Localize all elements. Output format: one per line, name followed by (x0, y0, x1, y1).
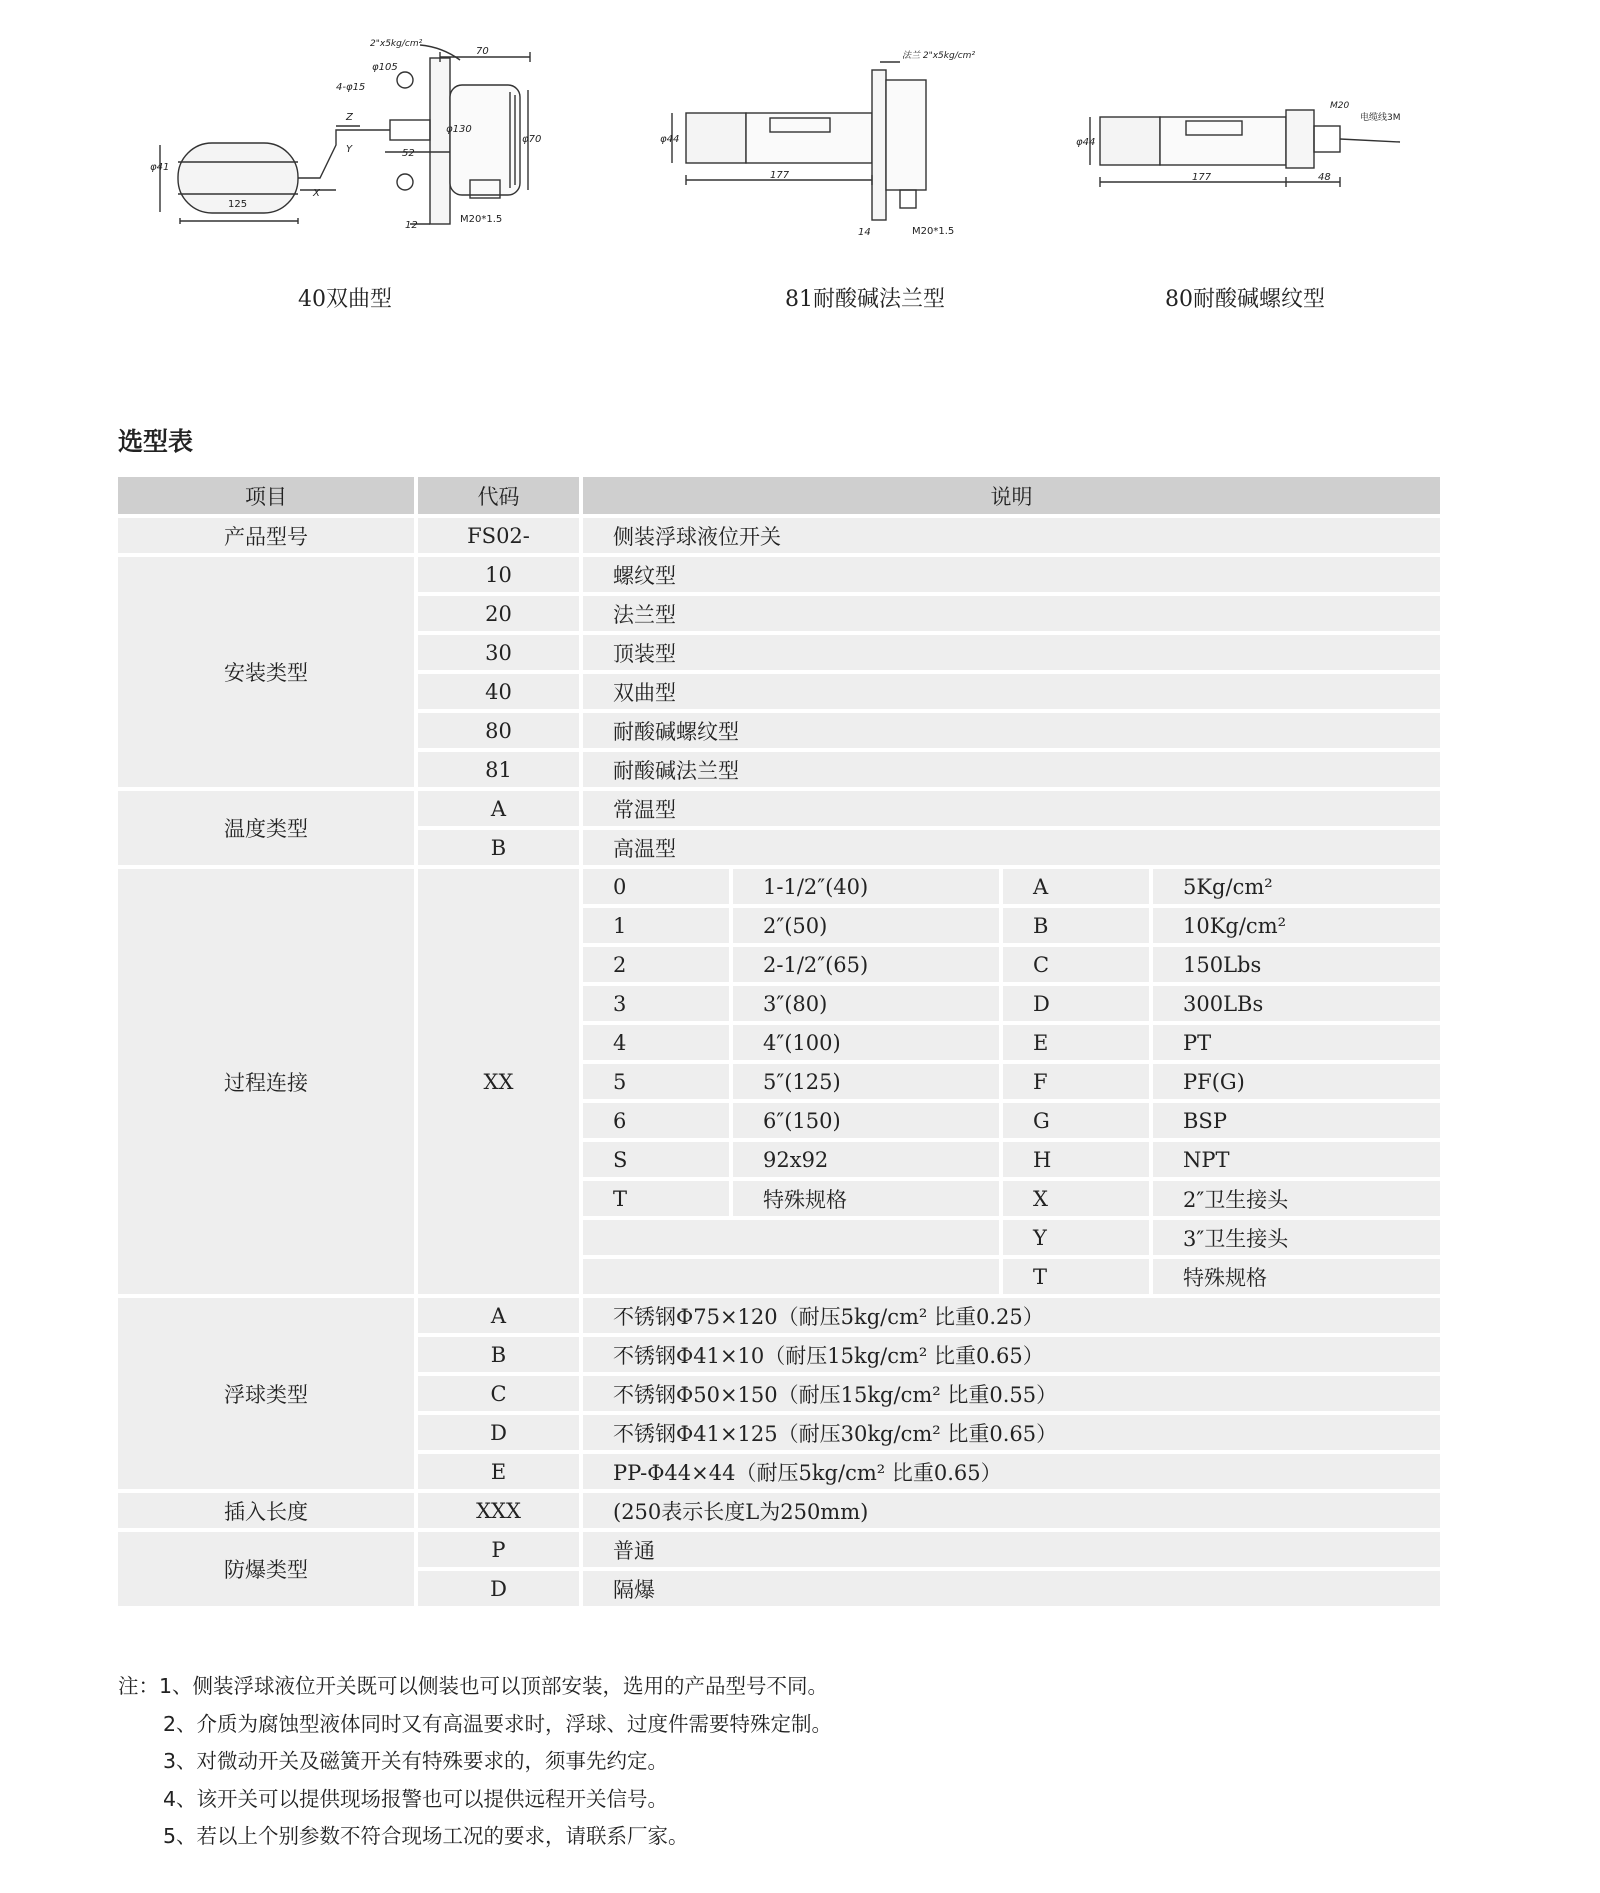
process-rating-code: X (1003, 1181, 1153, 1220)
float-code: E (418, 1454, 583, 1493)
install-code: 30 (418, 635, 583, 674)
table-row (118, 1298, 1440, 1337)
float-desc: 不锈钢Φ75×120（耐压5kg/cm² 比重0.25） (583, 1298, 1440, 1337)
float-code: A (418, 1298, 583, 1337)
d2-label-2: 177 (770, 170, 790, 181)
header-item: 项目 (118, 477, 418, 518)
process-rating-desc: 特殊规格 (1153, 1259, 1440, 1298)
process-rating-desc: 150Lbs (1153, 947, 1440, 986)
process-rating-desc: 10Kg/cm² (1153, 908, 1440, 947)
process-size-desc: 2″(50) (733, 908, 1003, 947)
process-size-empty (583, 1220, 1003, 1259)
note-item: 注：1、侧装浮球液位开关既可以侧装也可以顶部安装，选用的产品型号不同。 (118, 1674, 829, 1698)
table-row (118, 518, 1440, 557)
process-size-code: 5 (583, 1064, 733, 1103)
process-rating-desc: 2″卫生接头 (1153, 1181, 1440, 1220)
d2-label-3: 14 (858, 227, 871, 238)
explosion-desc: 普通 (583, 1532, 1440, 1571)
note-item: 5、若以上个别参数不符合现场工况的要求，请联系厂家。 (163, 1824, 689, 1848)
product-code: FS02- (418, 518, 583, 557)
explosion-code: P (418, 1532, 583, 1571)
process-size-desc: 3″(80) (733, 986, 1003, 1025)
float-code: D (418, 1415, 583, 1454)
process-rating-desc: NPT (1153, 1142, 1440, 1181)
caption-80: 80耐酸碱螺纹型 (1165, 287, 1325, 312)
d1-label-4: φ130 (446, 124, 472, 135)
process-size-code: T (583, 1181, 733, 1220)
process-size-desc: 1-1/2″(40) (733, 869, 1003, 908)
process-rating-code: T (1003, 1259, 1153, 1298)
process-size-desc: 特殊规格 (733, 1181, 1003, 1220)
d1-label-3: 70 (476, 46, 489, 57)
install-desc: 螺纹型 (583, 557, 1440, 596)
temp-desc: 高温型 (583, 830, 1440, 869)
process-rating-code: B (1003, 908, 1153, 947)
process-rating-desc: 3″卫生接头 (1153, 1220, 1440, 1259)
d1-label-12: 12 (405, 220, 418, 231)
process-size-desc: 5″(125) (733, 1064, 1003, 1103)
float-desc: 不锈钢Φ41×125（耐压30kg/cm² 比重0.65） (583, 1415, 1440, 1454)
process-rating-code: G (1003, 1103, 1153, 1142)
d2-label-1: φ44 (660, 134, 680, 145)
explosion-label: 防爆类型 (118, 1532, 418, 1610)
process-rating-desc: 5Kg/cm² (1153, 869, 1440, 908)
float-code: C (418, 1376, 583, 1415)
float-desc: 不锈钢Φ50×150（耐压15kg/cm² 比重0.55） (583, 1376, 1440, 1415)
float-desc: 不锈钢Φ41×10（耐压15kg/cm² 比重0.65） (583, 1337, 1440, 1376)
process-rating-code: F (1003, 1064, 1153, 1103)
d1-label-5: φ70 (522, 134, 542, 145)
product-label: 产品型号 (118, 518, 418, 557)
process-size-desc: 6″(150) (733, 1103, 1003, 1142)
process-size-desc: 2-1/2″(65) (733, 947, 1003, 986)
d3-label-0: M20 (1330, 101, 1350, 111)
install-desc: 顶装型 (583, 635, 1440, 674)
drawing-81-flange (660, 50, 975, 238)
d1-label-7: Y (346, 144, 353, 155)
d1-label-1: φ105 (372, 62, 398, 73)
explosion-code: D (418, 1571, 583, 1610)
float-label: 浮球类型 (118, 1298, 418, 1493)
process-rating-desc: PT (1153, 1025, 1440, 1064)
temp-desc: 常温型 (583, 791, 1440, 830)
process-rating-code: E (1003, 1025, 1153, 1064)
table-row (118, 791, 1440, 830)
process-rating-desc: PF(G) (1153, 1064, 1440, 1103)
process-size-code: 4 (583, 1025, 733, 1064)
temp-code: B (418, 830, 583, 869)
install-desc: 双曲型 (583, 674, 1440, 713)
drawing-80-thread (1076, 101, 1401, 187)
d1-label-2: 4-φ15 (336, 82, 366, 93)
install-label: 安装类型 (118, 557, 418, 791)
header-code: 代码 (418, 477, 583, 518)
table-row (118, 557, 1440, 596)
install-code: 81 (418, 752, 583, 791)
process-rating-code: H (1003, 1142, 1153, 1181)
process-size-desc: 92x92 (733, 1142, 1003, 1181)
process-rating-desc: 300LBs (1153, 986, 1440, 1025)
section-title: 选型表 (118, 427, 194, 456)
install-desc: 耐酸碱法兰型 (583, 752, 1440, 791)
d1-label-0: 2"x5kg/cm² (370, 39, 423, 49)
header-desc: 说明 (583, 477, 1440, 518)
d3-label-1: 电缆线3M (1360, 113, 1401, 123)
explosion-desc: 隔爆 (583, 1571, 1440, 1610)
table-row (118, 1493, 1440, 1532)
process-size-code: 3 (583, 986, 733, 1025)
selection-table (118, 477, 1440, 1610)
process-size-code: 1 (583, 908, 733, 947)
table-header-row (118, 477, 1440, 518)
drawing-40-double-curve (150, 39, 541, 231)
d2-label-4: M20*1.5 (912, 226, 955, 237)
note-item: 4、该开关可以提供现场报警也可以提供远程开关信号。 (163, 1786, 669, 1811)
product-desc: 侧装浮球液位开关 (583, 518, 1440, 557)
process-size-code: S (583, 1142, 733, 1181)
d1-label-8: 52 (402, 148, 415, 159)
d1-label-9: φ41 (150, 162, 170, 173)
install-code: 10 (418, 557, 583, 596)
install-desc: 法兰型 (583, 596, 1440, 635)
install-code: 20 (418, 596, 583, 635)
caption-40: 40双曲型 (298, 287, 392, 312)
process-rating-code: Y (1003, 1220, 1153, 1259)
d1-label-13: M20*1.5 (460, 214, 503, 225)
install-desc: 耐酸碱螺纹型 (583, 713, 1440, 752)
note-item: 2、介质为腐蚀型液体同时又有高温要求时，浮球、过度件需要特殊定制。 (163, 1711, 833, 1736)
d1-label-10: X (313, 188, 320, 199)
d1-label-6: Z (346, 112, 353, 123)
length-code: XXX (418, 1493, 583, 1532)
table-row (118, 869, 1440, 908)
d3-label-4: 48 (1318, 172, 1331, 183)
d1-label-11: 125 (228, 199, 248, 210)
caption-81: 81耐酸碱法兰型 (785, 287, 945, 312)
process-size-empty (583, 1259, 1003, 1298)
process-rating-code: A (1003, 869, 1153, 908)
process-size-desc: 4″(100) (733, 1025, 1003, 1064)
process-label: 过程连接 (118, 869, 418, 1298)
temp-label: 温度类型 (118, 791, 418, 869)
d2-label-0: 法兰 2"x5kg/cm² (902, 51, 976, 61)
table-row (118, 1532, 1440, 1571)
process-rating-code: D (1003, 986, 1153, 1025)
process-rating-desc: BSP (1153, 1103, 1440, 1142)
length-label: 插入长度 (118, 1493, 418, 1532)
process-code: XX (418, 869, 583, 1298)
float-desc: PP-Φ44×44（耐压5kg/cm² 比重0.65） (583, 1454, 1440, 1493)
process-size-code: 0 (583, 869, 733, 908)
install-code: 80 (418, 713, 583, 752)
install-code: 40 (418, 674, 583, 713)
length-desc: (250表示长度L为250mm) (583, 1493, 1440, 1532)
d3-label-3: 177 (1192, 172, 1212, 183)
notes-block (118, 1668, 832, 1856)
process-size-code: 6 (583, 1103, 733, 1142)
process-size-code: 2 (583, 947, 733, 986)
process-rating-code: C (1003, 947, 1153, 986)
d3-label-2: φ44 (1076, 137, 1096, 148)
temp-code: A (418, 791, 583, 830)
float-code: B (418, 1337, 583, 1376)
note-item: 3、对微动开关及磁簧开关有特殊要求的，须事先约定。 (163, 1749, 669, 1773)
